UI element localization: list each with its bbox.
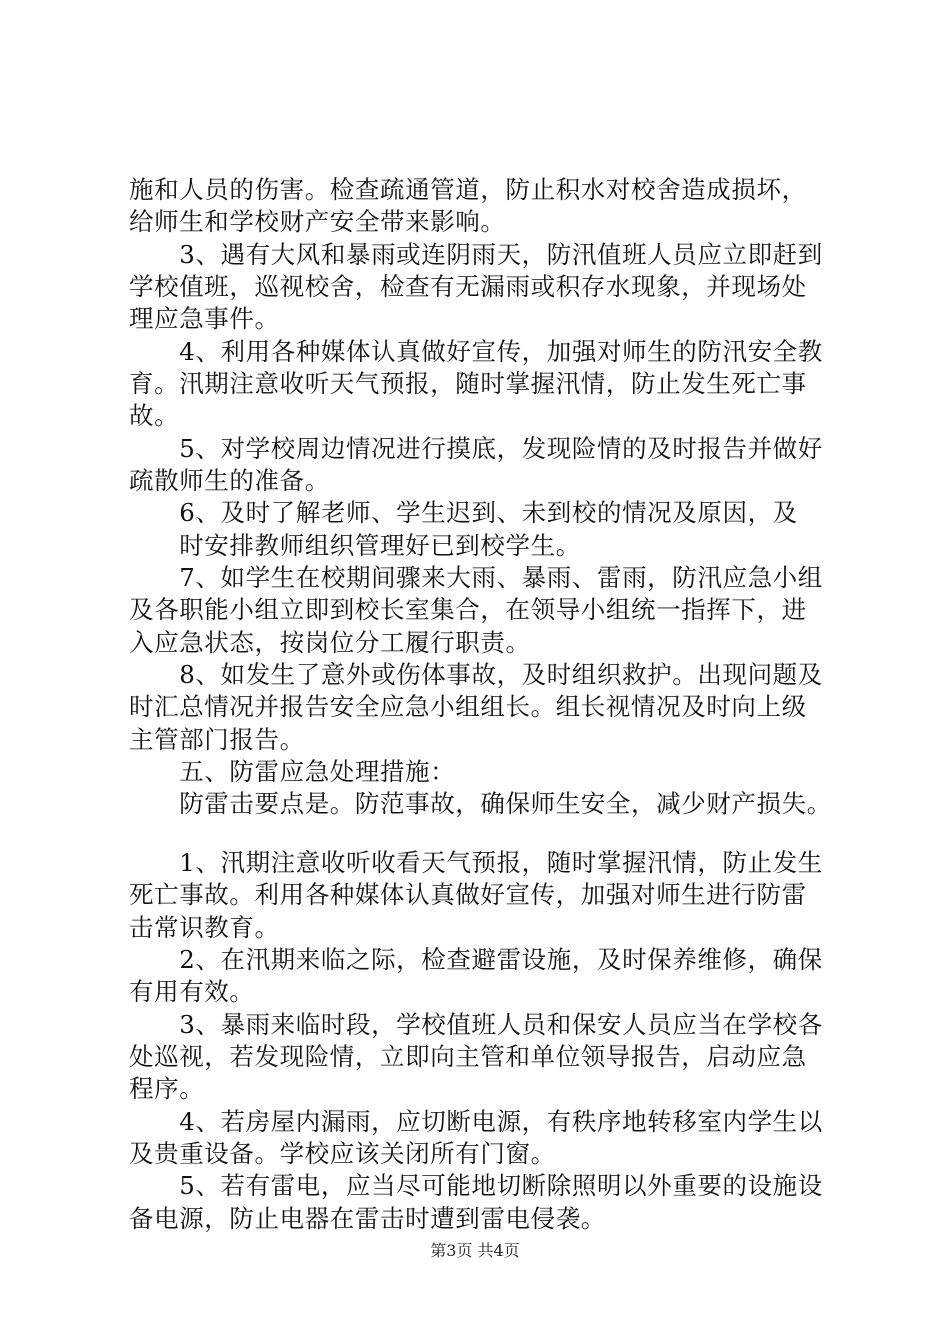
body-text-line: 6、及时了解老师、学生迟到、未到校的情况及原因，及 — [129, 498, 798, 527]
body-text-line: 防雷击要点是。防范事故，确保师生安全，减少财产损失。 — [129, 789, 832, 818]
body-text-line: 学校值班，巡视校舍，检查有无漏雨或积存水现象，并现场处 — [129, 272, 807, 301]
body-text-line: 2、在汛期来临之际，检查避雷设施，及时保养维修，确保 — [129, 945, 823, 974]
page-number-footer: 第3页 共4页 — [430, 1241, 520, 1260]
body-text-line: 疏散师生的准备。 — [129, 466, 330, 495]
body-text-line: 施和人员的伤害。检查疏通管道，防止积水对校舍造成损坏， — [129, 175, 807, 204]
body-text-line: 处巡视，若发现险情，立即向主管和单位领导报告，启动应急 — [129, 1042, 807, 1071]
body-text-line: 时汇总情况并报告安全应急小组组长。组长视情况及时向上级 — [129, 692, 807, 721]
body-text-line: 育。汛期注意收听天气预报，随时掌握汛情，防止发生死亡事 — [129, 369, 807, 398]
section-heading: 五、防雷应急处理措施： — [129, 757, 456, 786]
body-text-line: 时安排教师组织管理好已到校学生。 — [129, 531, 581, 560]
body-text-line: 7、如学生在校期间骤来大雨、暴雨、雷雨，防汛应急小组 — [129, 563, 823, 592]
body-text-line: 4、若房屋内漏雨，应切断电源，有秩序地转移室内学生以 — [129, 1107, 823, 1136]
body-text-line: 5、对学校周边情况进行摸底，发现险情的及时报告并做好 — [129, 434, 823, 463]
body-text-line: 给师生和学校财产安全带来影响。 — [129, 207, 506, 236]
body-text-line: 主管部门报告。 — [129, 725, 305, 754]
body-text-line: 8、如发生了意外或伤体事故，及时组织救护。出现问题及 — [129, 660, 823, 689]
body-text-line: 3、暴雨来临时段，学校值班人员和保安人员应当在学校各 — [129, 1010, 823, 1039]
body-text-line: 1、汛期注意收听收看天气预报，随时掌握汛情，防止发生 — [129, 848, 823, 877]
body-text-line: 击常识教育。 — [129, 913, 280, 942]
body-text-line: 及贵重设备。学校应该关闭所有门窗。 — [129, 1139, 556, 1168]
body-text-line: 死亡事故。利用各种媒体认真做好宣传，加强对师生进行防雷 — [129, 880, 807, 909]
body-text-line: 程序。 — [129, 1074, 205, 1103]
body-text-line: 入应急状态，按岗位分工履行职责。 — [129, 628, 531, 657]
body-text-line: 3、遇有大风和暴雨或连阴雨天，防汛值班人员应立即赶到 — [129, 240, 823, 269]
body-text-line: 及各职能小组立即到校长室集合，在领导小组统一指挥下，进 — [129, 595, 807, 624]
body-text-line: 故。 — [129, 401, 180, 430]
body-text-line: 4、利用各种媒体认真做好宣传，加强对师生的防汛安全教 — [129, 337, 823, 366]
body-text-line: 备电源，防止电器在雷击时遭到雷电侵袭。 — [129, 1204, 606, 1233]
body-text-line: 理应急事件。 — [129, 304, 280, 333]
body-text-line: 5、若有雷电，应当尽可能地切断除照明以外重要的设施设 — [129, 1171, 823, 1200]
body-text-line: 有用有效。 — [129, 977, 255, 1006]
